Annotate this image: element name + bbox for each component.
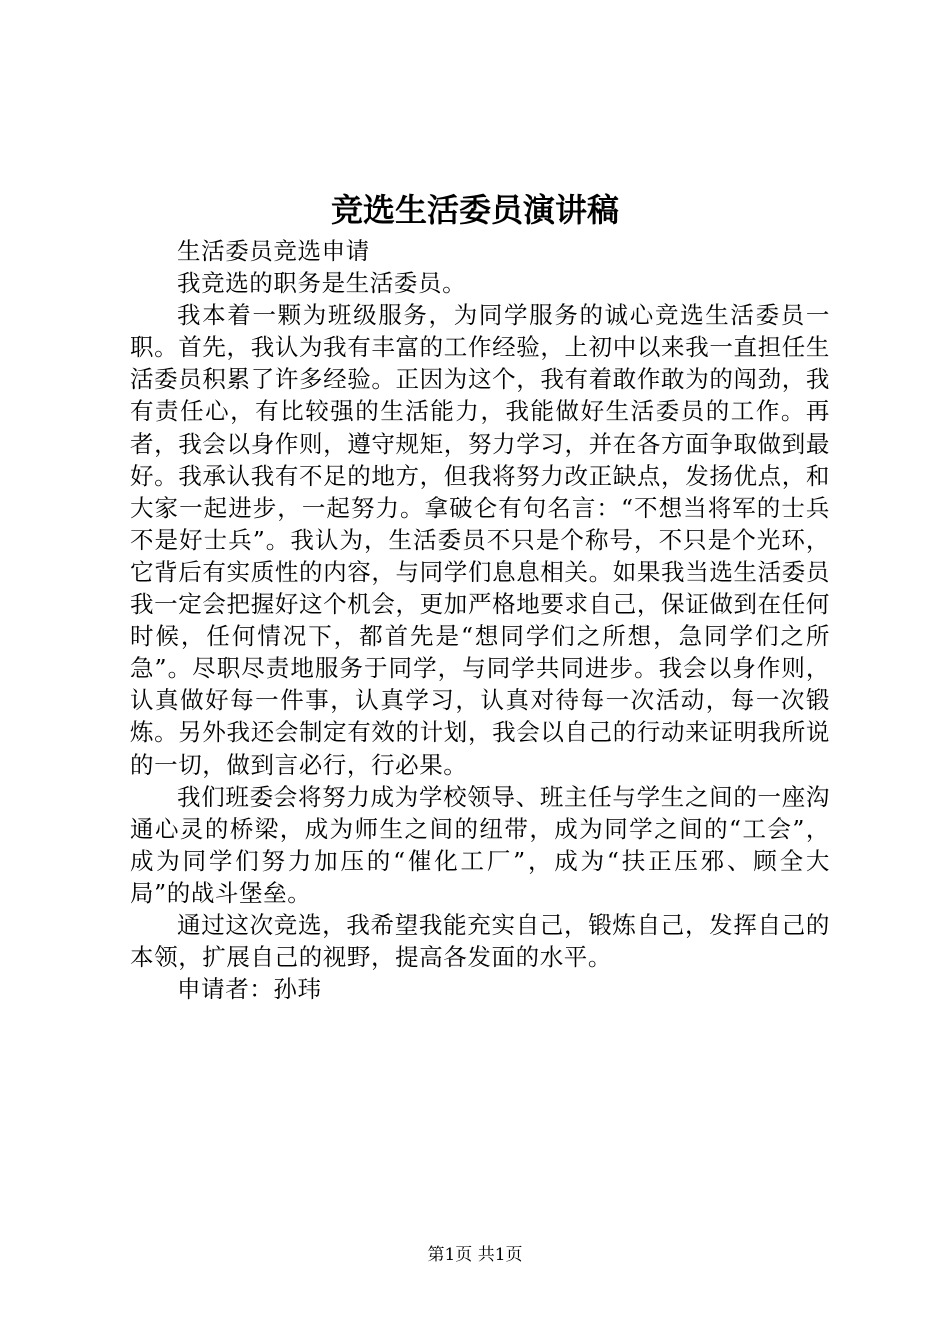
paragraph-committee: 我们班委会将努力成为学校领导、班主任与学生之间的一座沟通心灵的桥梁，成为师生之间的纽带，成为同学之间的“工会”，成为同学们努力加压的“催化工厂”，成为“扶正压邪、顾全大局”的战斗堡垒。 xyxy=(130,782,830,907)
paragraph-heading: 生活委员竞选申请 xyxy=(177,237,370,265)
paragraph-applicant: 申请者：孙玮 xyxy=(177,975,322,1004)
page-footer: 第1页 共1页 xyxy=(427,1245,523,1265)
paragraph-position: 我竞选的职务是生活委员。 xyxy=(177,269,467,298)
paragraph-hope: 通过这次竞选，我希望我能充实自己，锻炼自己，发挥自己的本领，扩展自己的视野，提高各发面的水平。 xyxy=(130,910,830,972)
document-body xyxy=(130,235,830,1005)
paragraph-main: 我本着一颗为班级服务，为同学服务的诚心竞选生活委员一职。首先，我认为我有丰富的工作经验，上初中以来我一直担任生活委员积累了许多经验。正因为这个，我有着敢作敢为的闯劲，我有责任心，有比较强的生活能力，我能做好生活委员的工作。再者，我会以身作则，遵守规矩，努力学习，并在各方面争取做到最好。我承认我有不足的地方，但我将努力改正缺点，发扬优点，和大家一起进步，一起努力。拿破仑有句名言：“不想当将军的士兵不是好士兵”。我认为，生活委员不只是个称号，不只是个光环，它背后有实质性的内容，与同学们息息相关。如果我当选生活委员我一定会把握好这个机会，更加严格地要求自己，保证做到在任何时候，任何情况下，都首先是“想同学们之所想，急同学们之所急”。尽职尽责地服务于同学，与同学共同进步。我会以身作则，认真做好每一件事，认真学习，认真对待每一次活动，每一次锻炼。另外我还会制定有效的计划，我会以自己的行动来证明我所说的一切，做到言必行，行必果。 xyxy=(130,301,830,779)
document-title: 竞选生活委员演讲稿 xyxy=(330,191,619,229)
